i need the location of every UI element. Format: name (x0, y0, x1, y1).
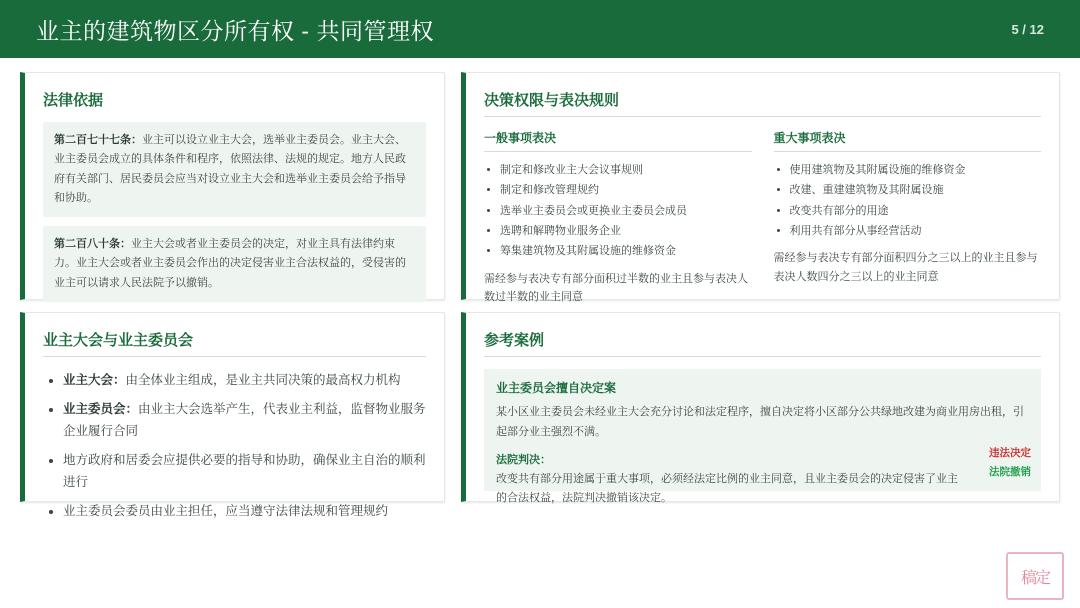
list-item-text: 地方政府和居委会应提供必要的指导和协助，确保业主自治的顺利进行 (63, 452, 426, 489)
major-matters-list (774, 160, 1042, 241)
decision-column-major (774, 129, 1042, 307)
list-item-text: 由业主大会选举产生，代表业主利益，监督物业服务企业履行合同 (63, 401, 426, 438)
card-reference-case-title: 参考案例 (484, 329, 1041, 357)
case-verdict-label: 法院判决： (496, 453, 551, 466)
legal-clause (43, 122, 426, 217)
slide-body (0, 58, 1080, 518)
case-verdict-text: 改变共有部分用途属于重大事项，必须经法定比例的业主同意，且业主委员会的决定侵害了业主的合法权益，法院判决撤销该决定。 (496, 472, 958, 505)
major-matters-note: 需经参与表决专有部分面积四分之三以上的业主且参与表决人数四分之三以上的业主同意 (773, 252, 1038, 284)
legal-clause-text: 业主可以设立业主大会，选举业主委员会。业主大会、业主委员会成立的具体条件和程序，依照法律、法规的规定。地方人民政府有关部门、居民委员会应当对设立业主大会和选举业主委员会给予指导和协助。 (54, 134, 406, 204)
case-description: 某小区业主委员会未经业主大会充分讨论和法定程序，擅自决定将小区部分公共绿地改建为商业用房出租，引起部分业主强烈不满。 (496, 406, 1024, 438)
watermark-logo: 稿定 (1006, 552, 1064, 600)
status-badge-illegal: 违法决定 (989, 447, 1031, 459)
status-badge-revoked: 法院撤销 (989, 466, 1031, 478)
list-item: • 使用建筑物及其附属设施的维修资金 (790, 160, 1042, 180)
legal-clause-article: 第二百八十条： (54, 238, 131, 250)
card-owners-assembly (20, 312, 445, 518)
list-item: • 筹集建筑物及其附属设施的维修资金 (500, 241, 752, 261)
page-indicator: 5 / 12 (1011, 21, 1044, 37)
list-item (63, 449, 426, 494)
list-item: • 选聘和解聘物业服务企业 (500, 221, 752, 241)
card-reference-case (461, 312, 1060, 505)
list-item-lead: 业主委员会： (63, 401, 139, 416)
case-tags (989, 445, 1031, 479)
card-legal-basis-title: 法律依据 (43, 92, 104, 109)
list-item-text: 由全体业主组成，是业主共同决策的最高权力机构 (125, 373, 401, 387)
general-matters-note: 需经参与表决专有部分面积过半数的业主且参与表决人数过半数的业主同意 (484, 272, 748, 304)
list-item: • 选举业主委员会或更换业主委员会成员 (500, 201, 752, 221)
legal-clause (43, 226, 426, 302)
list-item: • 改建、重建建筑物及其附属设施 (790, 180, 1042, 200)
decision-columns (484, 129, 1041, 307)
list-item (63, 398, 426, 443)
list-item (63, 500, 426, 523)
list-item (63, 369, 426, 392)
legal-clause-text: 业主大会或者业主委员会的决定，对业主具有法律约束力。业主大会或者业主委员会作出的决定侵害业主合法权益的，受侵害的业主可以请求人民法院予以撤销。 (54, 238, 406, 289)
slide-header (0, 0, 1080, 58)
major-matters-title: 重大事项表决 (774, 129, 1042, 152)
legal-clause-article: 第二百七十七条： (54, 134, 142, 146)
page-title: 业主的建筑物区分所有权 - 共同管理权 (36, 17, 434, 44)
owners-assembly-list (43, 369, 426, 522)
list-item: • 制定和修改业主大会议事规则 (500, 160, 752, 180)
card-legal-basis (20, 72, 445, 300)
general-matters-title: 一般事项表决 (484, 129, 752, 152)
list-item: • 改变共有部分的用途 (790, 201, 1042, 221)
case-detail-box (484, 369, 1041, 505)
case-title: 业主委员会擅自决定案 (496, 381, 617, 395)
card-decision-rules-title: 决策权限与表决规则 (484, 89, 1041, 117)
list-item: • 制定和修改管理规约 (500, 180, 752, 200)
list-item-text: 业主委员会委员由业主担任，应当遵守法律法规和管理规约 (63, 503, 389, 518)
decision-column-general (484, 129, 752, 307)
list-item-lead: 业主大会： (63, 373, 126, 387)
card-decision-rules (461, 72, 1060, 304)
card-owners-assembly-title: 业主大会与业主委员会 (43, 329, 426, 357)
general-matters-list (484, 160, 752, 262)
list-item: • 利用共有部分从事经营活动 (790, 221, 1042, 241)
